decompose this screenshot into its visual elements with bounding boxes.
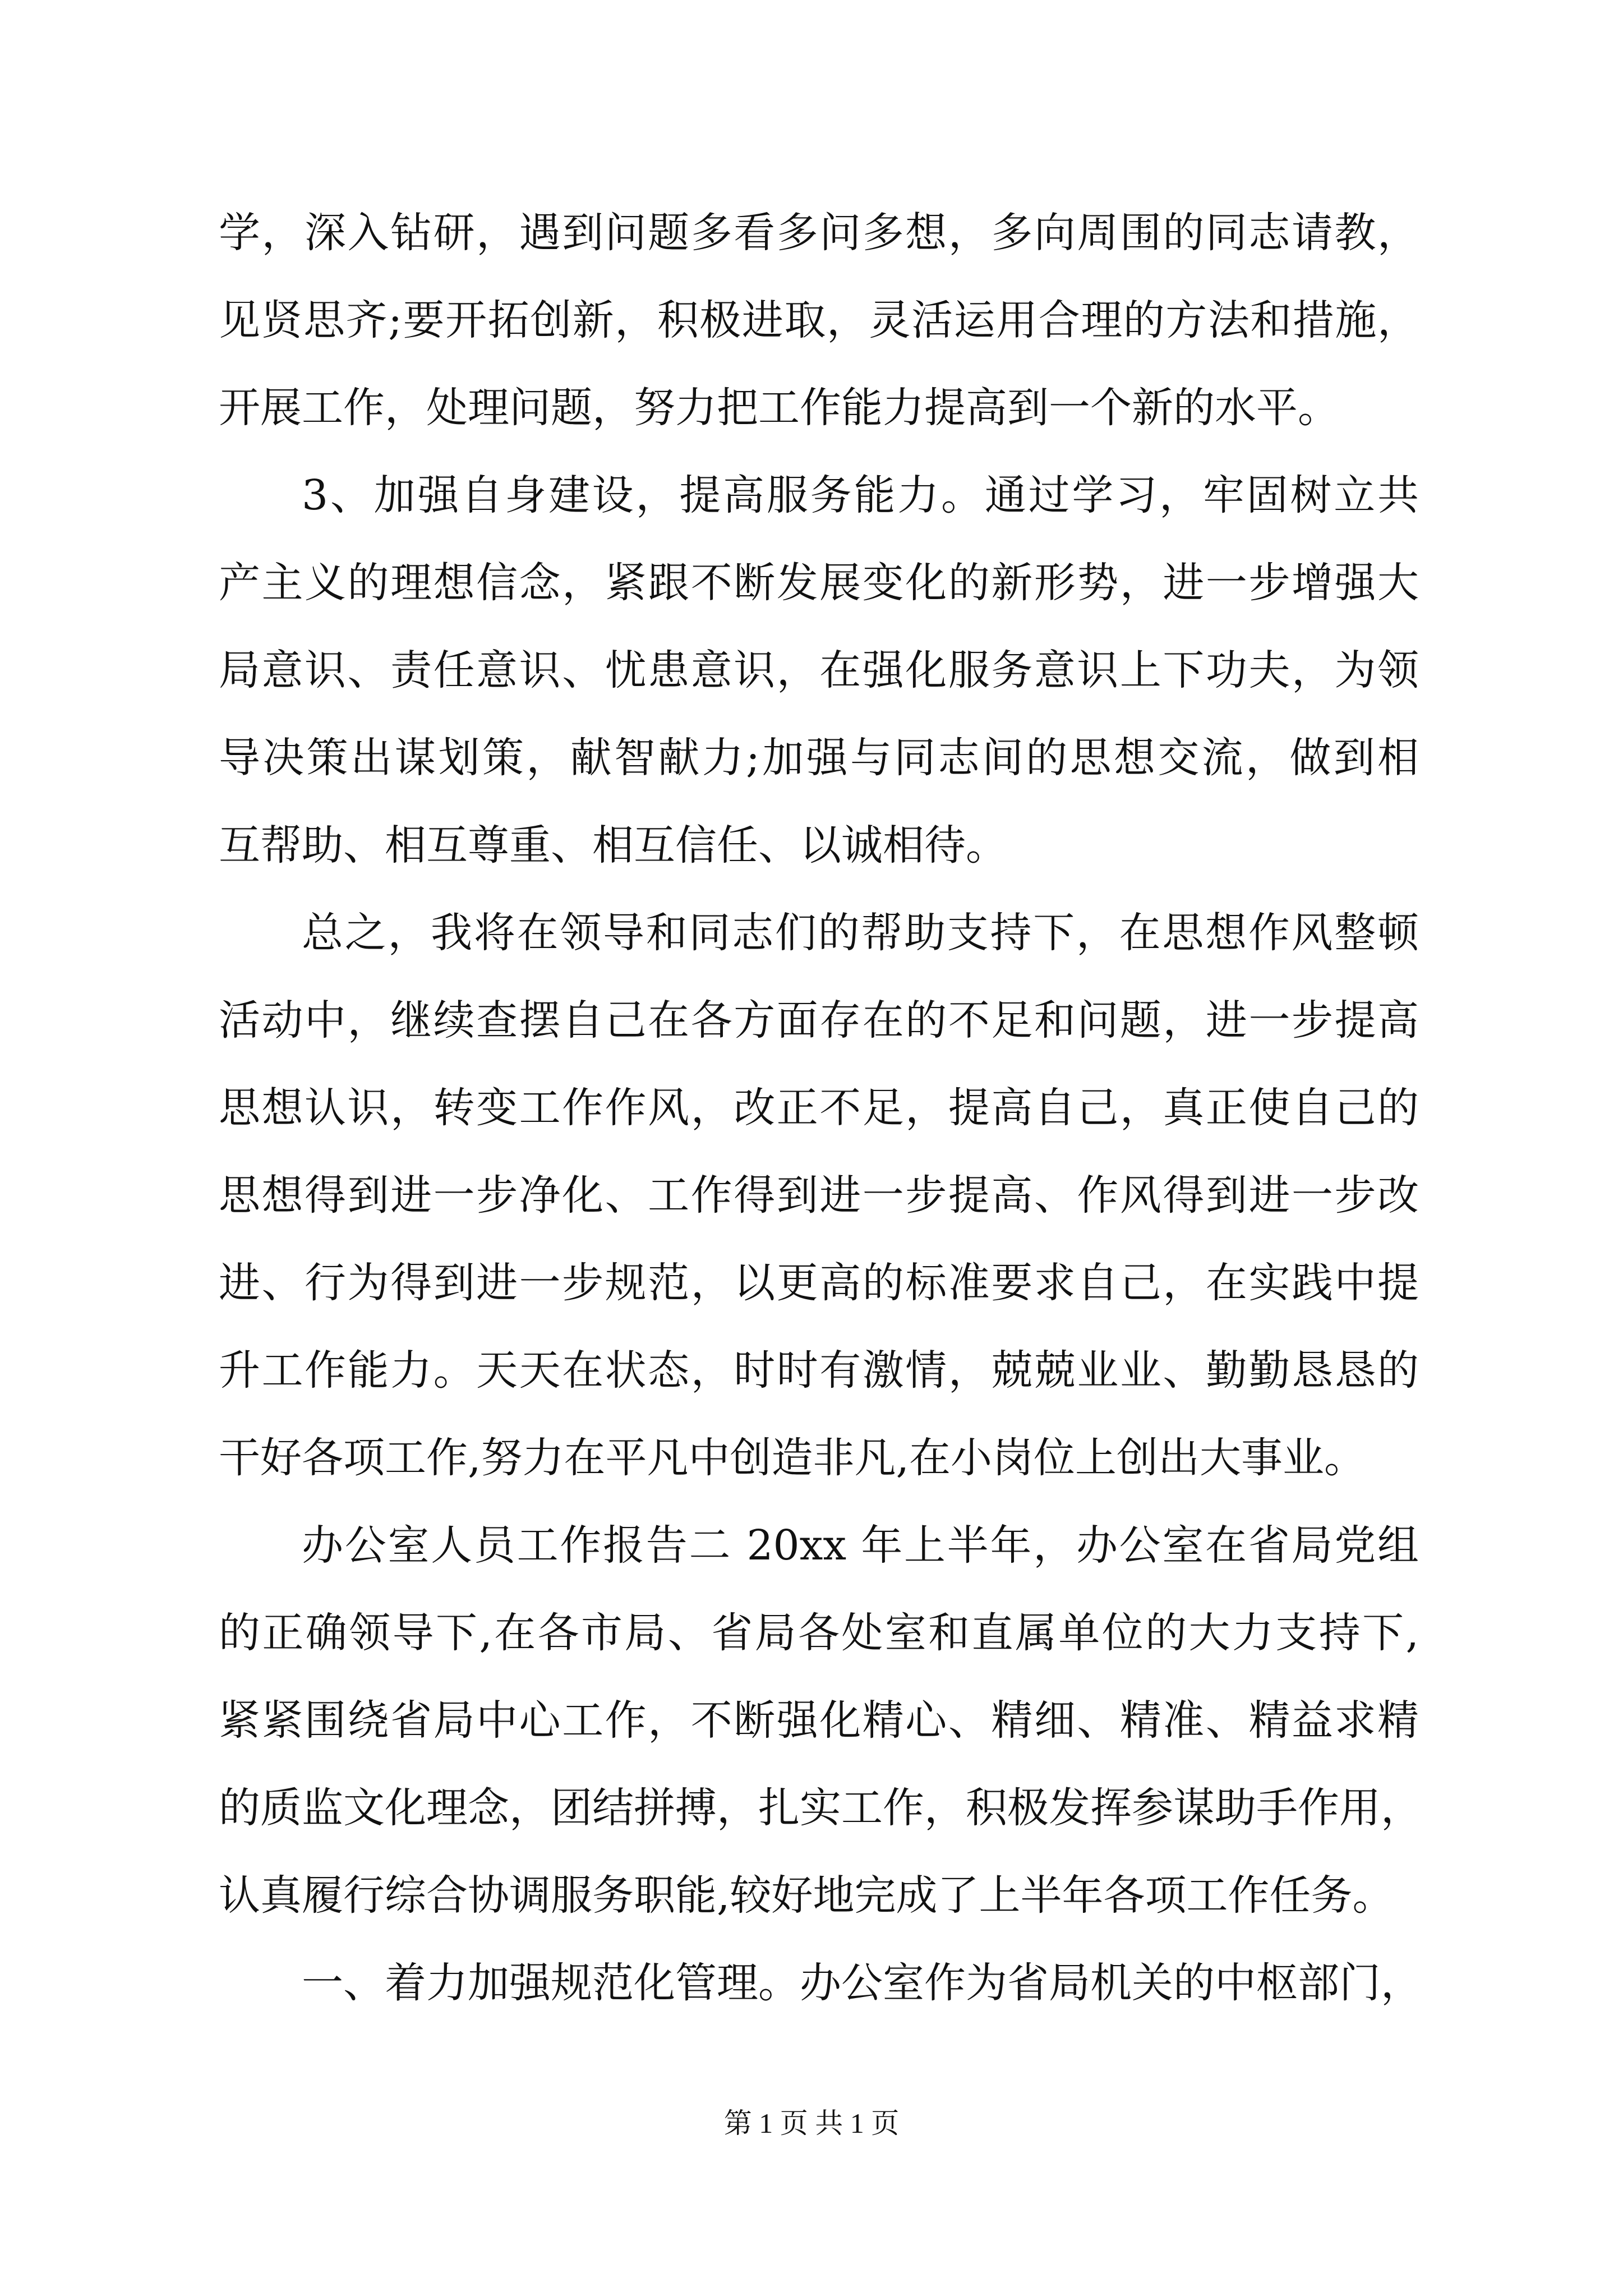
text-line: 见贤思齐;要开拓创新，积极进取，灵活运用合理的方法和措施， bbox=[219, 296, 1419, 344]
text-line: 进、行为得到进一步规范，以更高的标准要求自己，在实践中提 bbox=[219, 1259, 1419, 1307]
text-line: 干好各项工作,努力在平凡中创造非凡,在小岗位上创出大事业。 bbox=[219, 1434, 1366, 1482]
text-line: 紧紧围绕省局中心工作，不断强化精心、精细、精准、精益求精 bbox=[219, 1696, 1419, 1745]
text-line: 产主义的理想信念，紧跟不断发展变化的新形势，进一步增强大 bbox=[219, 559, 1419, 607]
text-line: 的正确领导下,在各市局、省局各处室和直属单位的大力支持下, bbox=[219, 1609, 1419, 1657]
text-line: 思想认识，转变工作作风，改正不足，提高自己，真正使自己的 bbox=[219, 1084, 1419, 1132]
text-line: 互帮助、相互尊重、相互信任、以诚相待。 bbox=[219, 821, 1007, 869]
text-line: 导决策出谋划策，献智献力;加强与同志间的思想交流，做到相 bbox=[219, 734, 1419, 782]
paragraph-start-line: 总之，我将在领导和同志们的帮助支持下，在思想作风整顿 bbox=[302, 909, 1419, 957]
text-line: 开展工作，处理问题，努力把工作能力提高到一个新的水平。 bbox=[219, 384, 1339, 432]
paragraph-start-line: 3、加强自身建设，提高服务能力。通过学习，牢固树立共 bbox=[302, 471, 1419, 519]
text-line: 学，深入钻研，遇到问题多看多问多想，多向周围的同志请教， bbox=[219, 209, 1419, 257]
text-line: 思想得到进一步净化、工作得到进一步提高、作风得到进一步改 bbox=[219, 1171, 1419, 1220]
page-number-footer: 第 1 页 共 1 页 bbox=[723, 2108, 900, 2139]
paragraph-start-line: 办公室人员工作报告二 20xx 年上半年，办公室在省局党组 bbox=[302, 1521, 1419, 1570]
text-line: 活动中，继续查摆自己在各方面存在的不足和问题，进一步提高 bbox=[219, 996, 1419, 1045]
paragraph-start-line: 一、着力加强规范化管理。办公室作为省局机关的中枢部门， bbox=[302, 1959, 1422, 2007]
text-line: 升工作能力。天天在状态，时时有激情，兢兢业业、勤勤恳恳的 bbox=[219, 1346, 1419, 1395]
text-line: 局意识、责任意识、忧患意识，在强化服务意识上下功夫，为领 bbox=[219, 646, 1419, 694]
text-line: 认真履行综合协调服务职能,较好地完成了上半年各项工作任务。 bbox=[219, 1871, 1394, 1920]
text-line: 的质监文化理念，团结拼搏，扎实工作，积极发挥参谋助手作用， bbox=[219, 1784, 1422, 1832]
